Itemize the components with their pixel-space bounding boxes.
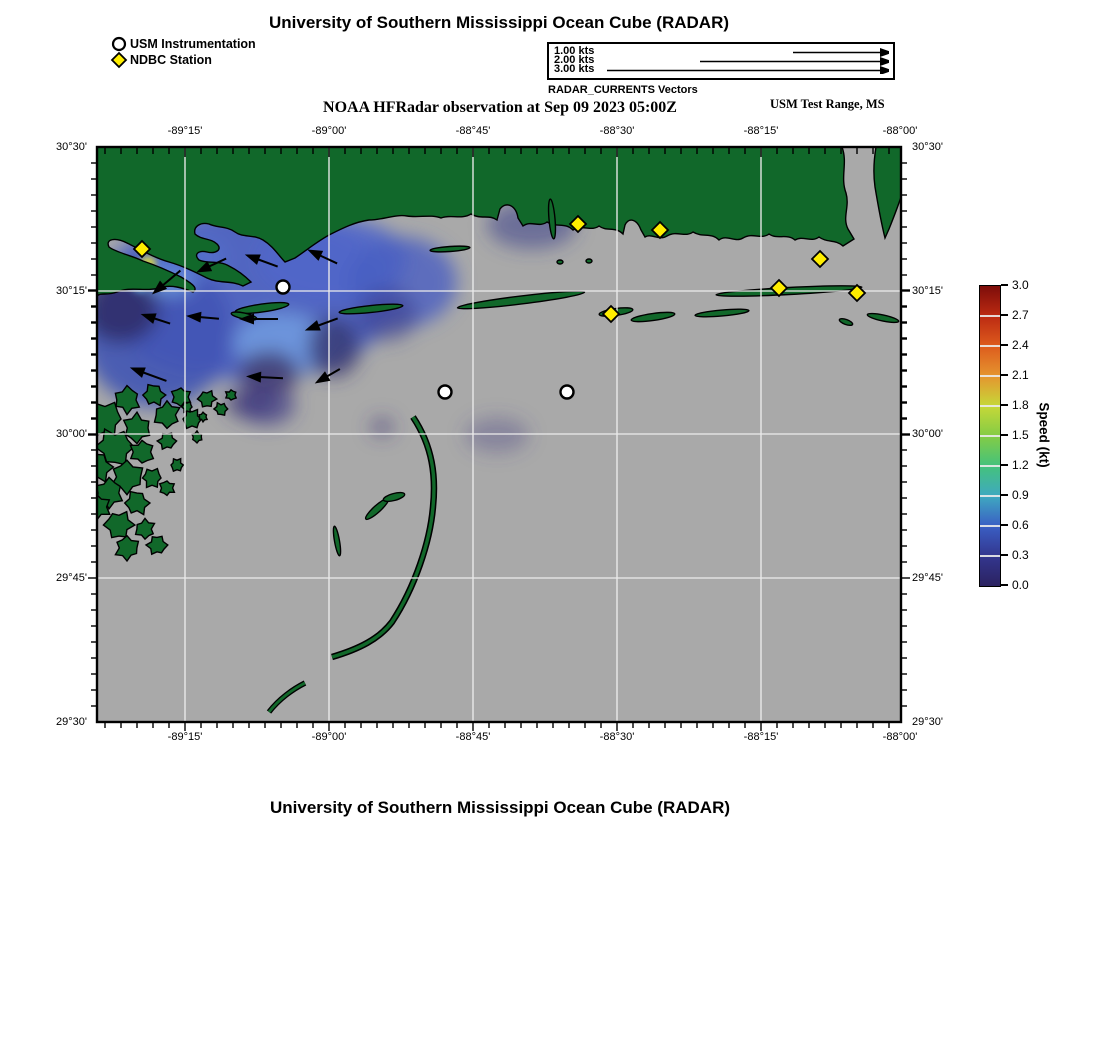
colorbar-tick-label: 0.6: [1012, 518, 1029, 532]
speed-colorbar: [979, 285, 1001, 587]
island: [586, 259, 592, 263]
colorbar-tick-label: 3.0: [1012, 278, 1029, 292]
y-tick-label-left: 30°30': [56, 141, 87, 153]
x-tick-label-top: -89°00': [311, 125, 347, 137]
map-plot-area: [97, 147, 901, 722]
x-tick-label-bottom: -89°15': [167, 731, 203, 743]
marsh-patch: [182, 402, 192, 413]
colorbar-tick: [1001, 524, 1008, 526]
colorbar-title: Speed (kt): [1036, 402, 1052, 468]
colorbar-tick: [1001, 464, 1008, 466]
colorbar-tick: [1001, 494, 1008, 496]
vector-scale-box: [547, 42, 895, 80]
scale-1kt-label: 1.00 kts: [554, 45, 595, 57]
marsh-patch: [226, 390, 237, 400]
page-title: University of Southern Mississippi Ocean Cube (RADAR): [268, 13, 730, 32]
usm-instrument-marker: [277, 281, 290, 294]
colorbar-tick: [1001, 554, 1008, 556]
scale-2kt-label: 2.00 kts: [554, 54, 595, 66]
speed-blob: [357, 289, 417, 341]
colorbar-level-line: [980, 465, 1000, 467]
colorbar-tick-label: 1.5: [1012, 428, 1029, 442]
colorbar-tick: [1001, 404, 1008, 406]
test-range-label: USM Test Range, MS: [770, 97, 885, 111]
colorbar-tick-label: 0.0: [1012, 578, 1029, 592]
colorbar-tick-label: 1.2: [1012, 458, 1029, 472]
x-tick-label-top: -89°15': [167, 125, 203, 137]
y-tick-label-right: 30°15': [912, 285, 943, 297]
legend-symbols: [108, 33, 132, 73]
x-tick-label-bottom: -89°00': [311, 731, 347, 743]
usm-instrumentation-circle-icon: [113, 38, 125, 50]
usm-instrument-marker: [439, 386, 452, 399]
colorbar-tick: [1001, 374, 1008, 376]
y-tick-label-right: 29°45': [912, 572, 943, 584]
colorbar-level-line: [980, 375, 1000, 377]
island: [557, 260, 563, 264]
scale-arrows: [549, 44, 889, 74]
colorbar-tick-label: 2.1: [1012, 368, 1029, 382]
y-tick-label-right: 29°30': [912, 716, 943, 728]
colorbar-level-line: [980, 435, 1000, 437]
x-tick-label-top: -88°00': [882, 125, 918, 137]
colorbar-tick-label: 1.8: [1012, 398, 1029, 412]
y-tick-label-left: 29°30': [56, 716, 87, 728]
legend-ndbc-label: NDBC Station: [130, 53, 212, 67]
x-tick-label-bottom: -88°30': [599, 731, 635, 743]
colorbar-tick-label: 2.7: [1012, 308, 1029, 322]
y-tick-label-left: 29°45': [56, 572, 87, 584]
scale-arrow-head: [880, 48, 889, 57]
colorbar-tick: [1001, 344, 1008, 346]
colorbar-tick: [1001, 584, 1008, 586]
colorbar-tick-label: 0.9: [1012, 488, 1029, 502]
colorbar-level-line: [980, 315, 1000, 317]
y-tick-label-right: 30°30': [912, 141, 943, 153]
usm-instrument-marker: [561, 386, 574, 399]
x-tick-label-top: -88°45': [455, 125, 491, 137]
scale-arrow-head: [880, 66, 889, 74]
x-tick-label-bottom: -88°00': [882, 731, 918, 743]
y-tick-label-right: 30°00': [912, 428, 943, 440]
observation-subtitle: NOAA HFRadar observation at Sep 09 2023 05:00Z: [323, 99, 677, 116]
x-tick-label-top: -88°15': [743, 125, 779, 137]
colorbar-level-line: [980, 345, 1000, 347]
vector-scale-caption: RADAR_CURRENTS Vectors: [548, 84, 698, 96]
colorbar-tick: [1001, 434, 1008, 436]
symbol-legend: [108, 33, 328, 73]
y-tick-label-left: 30°00': [56, 428, 87, 440]
x-tick-label-bottom: -88°15': [743, 731, 779, 743]
x-tick-label-bottom: -88°45': [455, 731, 491, 743]
scale-arrow-head: [880, 57, 889, 66]
footer-title: University of Southern Mississippi Ocean Cube (RADAR): [269, 798, 731, 817]
colorbar-level-line: [980, 525, 1000, 527]
legend-usm-label: USM Instrumentation: [130, 37, 256, 51]
colorbar-tick: [1001, 314, 1008, 316]
colorbar-tick: [1001, 284, 1008, 286]
colorbar-level-line: [980, 405, 1000, 407]
x-tick-label-top: -88°30': [599, 125, 635, 137]
speed-blob: [239, 385, 295, 425]
colorbar-tick-label: 0.3: [1012, 548, 1029, 562]
scale-3kt-label: 3.00 kts: [554, 63, 595, 75]
colorbar-level-line: [980, 495, 1000, 497]
colorbar-level-line: [980, 555, 1000, 557]
speed-blob: [465, 417, 529, 453]
colorbar-tick-label: 2.4: [1012, 338, 1029, 352]
y-tick-label-left: 30°15': [56, 285, 87, 297]
ndbc-station-diamond-icon: [112, 53, 126, 67]
